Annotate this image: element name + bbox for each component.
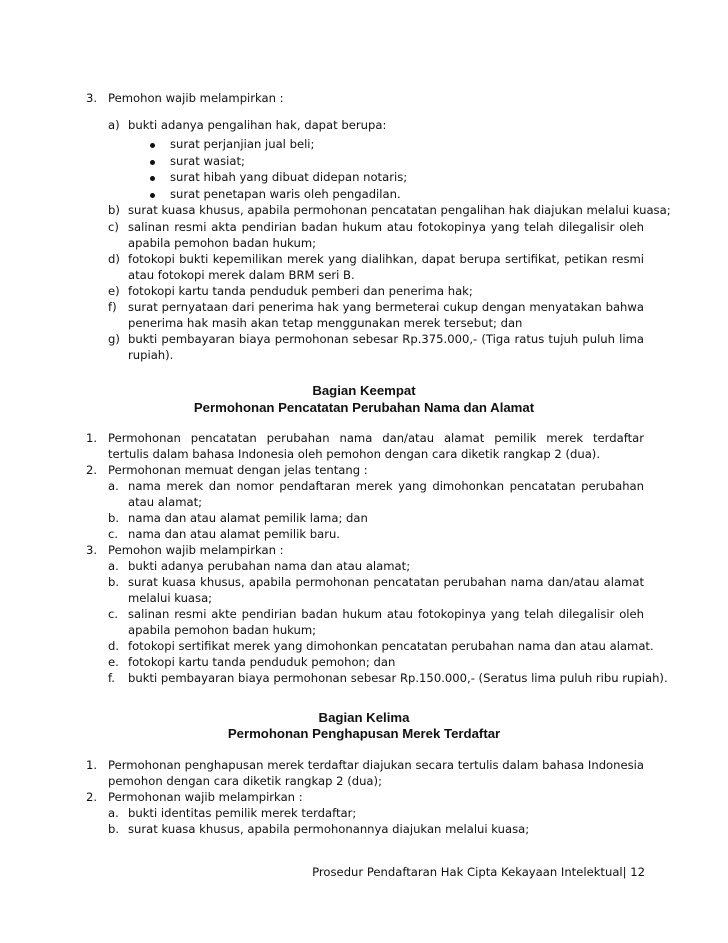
list-item-text: nama merek dan nomor pendaftaran merek yang dimohonkan pencatatan perubahan xyxy=(128,479,644,493)
list-item-text: apabila pemohon badan hukum; xyxy=(128,623,317,637)
list-item-text: atau alamat; xyxy=(128,495,203,509)
list-label: e. xyxy=(108,655,119,669)
list-item-text: Permohonan memuat dengan jelas tentang : xyxy=(108,463,368,477)
list-number: 2. xyxy=(86,463,98,477)
list-item-text: bukti pembayaran biaya permohonan sebesar Rp.375.000,- (Tiga ratus tujuh puluh lima xyxy=(128,332,644,346)
list-label: a) xyxy=(108,118,120,132)
list-item-text: apabila pemohon badan hukum; xyxy=(128,236,317,250)
list-item-text: salinan resmi akte pendirian badan hukum atau fotokopinya yang telah dilegalisir oleh xyxy=(128,607,644,621)
bullet-item-text: surat wasiat; xyxy=(170,154,245,168)
list-item-text: salinan resmi akta pendirian badan hukum atau fotokopinya yang telah dilegalisir oleh xyxy=(128,220,644,234)
list-item-text: melalui kuasa; xyxy=(128,591,213,605)
list-item-text: surat kuasa khusus, apabila permohonannya diajukan melalui kuasa; xyxy=(128,822,530,836)
section-title: Bagian Keempat xyxy=(312,383,416,398)
bullet-icon xyxy=(150,176,155,181)
section-subtitle: Permohonan Penghapusan Merek Terdaftar xyxy=(227,726,501,741)
list-item-text: bukti adanya pengalihan hak, dapat berupa: xyxy=(128,118,387,132)
list-item-text: surat pernyataan dari penerima hak yang bermeterai cukup dengan menyatakan bahwa xyxy=(128,300,644,314)
bullet-icon xyxy=(150,143,155,148)
list-item-text: fotokopi sertifikat merek yang dimohonkan pencatatan perubahan nama dan atau alamat. xyxy=(128,639,654,653)
list-number: 2. xyxy=(86,790,98,804)
list-item-text: rupiah). xyxy=(128,348,174,362)
section-subtitle: Permohonan Pencatatan Perubahan Nama dan Alamat xyxy=(193,400,535,415)
page-footer: Prosedur Pendaftaran Hak Cipta Kekayaan Intelektual| 12 xyxy=(312,865,645,879)
list-item-text: tertulis dalam bahasa Indonesia oleh pemohon dengan cara diketik rangkap 2 (dua). xyxy=(108,447,601,461)
list-number: 1. xyxy=(86,758,98,772)
list-label: a. xyxy=(108,806,119,820)
list-item-text: bukti adanya perubahan nama dan atau alamat; xyxy=(128,559,411,573)
list-label: g) xyxy=(108,332,120,346)
list-item-text: nama dan atau alamat pemilik baru. xyxy=(128,527,340,541)
list-item-text: penerima hak masih akan tetap menggunakan merek tersebut; dan xyxy=(128,316,523,330)
bullet-icon xyxy=(150,193,155,198)
list-label: d) xyxy=(108,252,120,266)
list-number: 1. xyxy=(86,431,98,445)
list-number: 3. xyxy=(86,543,98,557)
list-number: 3. xyxy=(86,91,98,105)
bullet-item-text: surat penetapan waris oleh pengadilan. xyxy=(170,187,401,201)
bullet-icon xyxy=(150,160,155,165)
list-item-text: Pemohon wajib melampirkan : xyxy=(108,91,284,105)
list-label: b. xyxy=(108,575,120,589)
list-item-text: Permohonan wajib melampirkan : xyxy=(108,790,303,804)
list-item-text: Pemohon wajib melampirkan : xyxy=(108,543,284,557)
list-item-text: bukti pembayaran biaya permohonan sebesar Rp.150.000,- (Seratus lima puluh ribu rupiah). xyxy=(128,671,668,685)
list-label: e) xyxy=(108,284,120,298)
list-item-text: Permohonan pencatatan perubahan nama dan/atau alamat pemilik merek terdaftar xyxy=(108,431,644,445)
list-label: f) xyxy=(108,300,117,314)
list-item-text: Permohonan penghapusan merek terdaftar diajukan secara tertulis dalam bahasa Indonesia xyxy=(108,758,644,772)
bullet-item-text: surat perjanjian jual beli; xyxy=(170,137,315,151)
bullet-item-text: surat hibah yang dibuat didepan notaris; xyxy=(170,170,408,184)
list-item-text: bukti identitas pemilik merek terdaftar; xyxy=(128,806,357,820)
list-item-text: fotokopi bukti kepemilikan merek yang dialihkan, dapat berupa sertifikat, petikan resmi xyxy=(128,252,644,266)
list-label: b. xyxy=(108,822,120,836)
list-item-text: atau fotokopi merek dalam BRM seri B. xyxy=(128,268,355,282)
list-label: b) xyxy=(108,203,120,217)
list-item-text: pemohon dengan cara diketik rangkap 2 (dua); xyxy=(108,774,382,788)
list-label: f. xyxy=(108,671,115,685)
list-label: b. xyxy=(108,511,120,525)
list-item-text: fotokopi kartu tanda penduduk pemberi dan penerima hak; xyxy=(128,284,473,298)
list-item-text: nama dan atau alamat pemilik lama; dan xyxy=(128,511,368,525)
list-label: c. xyxy=(108,527,119,541)
section-title: Bagian Kelima xyxy=(318,710,410,725)
list-label: a. xyxy=(108,559,119,573)
list-item-text: fotokopi kartu tanda penduduk pemohon; dan xyxy=(128,655,396,669)
list-label: c. xyxy=(108,607,119,621)
list-label: d. xyxy=(108,639,120,653)
list-label: c) xyxy=(108,220,119,234)
list-item-text: surat kuasa khusus, apabila permohonan pencatatan perubahan nama dan/atau alamat xyxy=(128,575,644,589)
list-item-text: surat kuasa khusus, apabila permohonan pencatatan pengalihan hak diajukan melalui kuasa; xyxy=(128,203,671,217)
list-label: a. xyxy=(108,479,119,493)
